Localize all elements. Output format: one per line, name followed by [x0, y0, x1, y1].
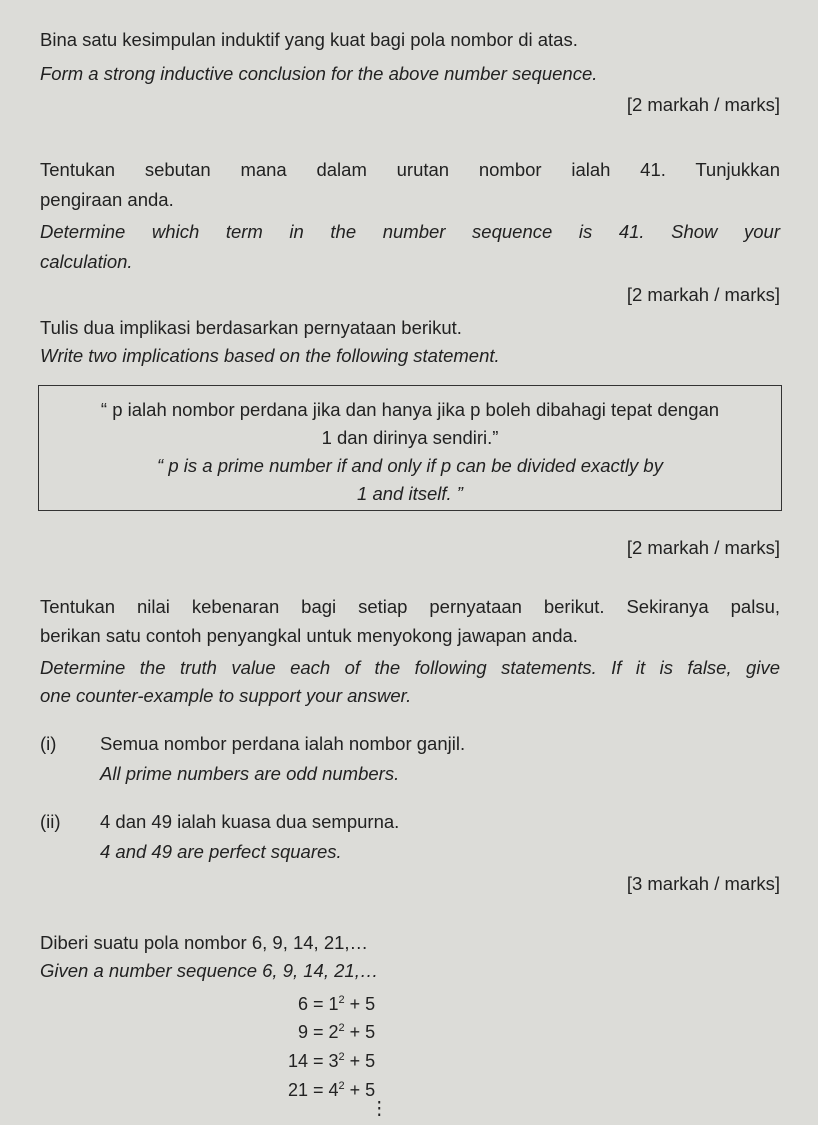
statement-english-1: “ p is a prime number if and only if p can be divided exactly by — [157, 455, 663, 476]
part-i-label: (i) — [40, 733, 57, 754]
q2-malay-1: Tentukan sebutan mana dalam urutan nombor ialah 41. Tunjukkan — [40, 159, 780, 180]
part-i-malay: Semua nombor perdana ialah nombor ganjil. — [100, 733, 466, 754]
q1-malay: Bina satu kesimpulan induktif yang kuat bagi pola nombor di atas. — [40, 29, 578, 50]
part-ii-malay: 4 dan 49 ialah kuasa dua sempurna. — [100, 811, 400, 832]
q5-english: Given a number sequence 6, 9, 14, 21,… — [40, 960, 379, 981]
part-ii-label: (ii) — [40, 811, 61, 832]
q2-english-2: calculation. — [40, 251, 133, 272]
equation-2: $9 = 2^2 + 5$ — [297, 1022, 376, 1042]
q2-english-1: Determine which term in the number sequence is 41. Show your — [40, 221, 780, 242]
q4-malay-2: berikan satu contoh penyangkal untuk menyokong jawapan anda. — [40, 625, 578, 646]
q4-marks: [3 markah / marks] — [626, 873, 780, 894]
equation-1: $6 = 1^2 + 5$ — [297, 994, 376, 1014]
q4-malay-1: Tentukan nilai kebenaran bagi setiap pernyataan berikut. Sekiranya palsu, — [40, 596, 780, 617]
q5-malay: Diberi suatu pola nombor 6, 9, 14, 21,… — [40, 932, 369, 953]
statement-english-2: 1 and itself. ” — [357, 483, 463, 504]
q2-malay-2: pengiraan anda. — [40, 189, 174, 210]
q1-marks: [2 markah / marks] — [626, 94, 780, 115]
part-i-english: All prime numbers are odd numbers. — [100, 763, 400, 784]
q3-marks: [2 markah / marks] — [626, 537, 780, 558]
equation-4: $21 = 4^2 + 5$ — [287, 1080, 376, 1100]
q4-english-2: one counter-example to support your answer. — [40, 685, 412, 706]
statement-box — [38, 385, 782, 511]
equation-ellipsis: ⋮ — [370, 1097, 389, 1118]
q3-english: Write two implications based on the following statement. — [40, 345, 500, 366]
q1-english: Form a strong inductive conclusion for the above number sequence. — [40, 63, 598, 84]
statement-malay-2: 1 dan dirinya sendiri.” — [321, 427, 499, 448]
q4-english-1: Determine the truth value each of the following statements. If it is false, give — [40, 657, 780, 678]
q2-marks: [2 markah / marks] — [626, 284, 780, 305]
equation-3: $14 = 3^2 + 5$ — [287, 1051, 376, 1071]
part-ii-english: 4 and 49 are perfect squares. — [100, 841, 342, 862]
statement-malay-1: “ p ialah nombor perdana jika dan hanya jika p boleh dibahagi tepat dengan — [100, 399, 720, 420]
q3-malay: Tulis dua implikasi berdasarkan pernyataan berikut. — [40, 317, 462, 338]
